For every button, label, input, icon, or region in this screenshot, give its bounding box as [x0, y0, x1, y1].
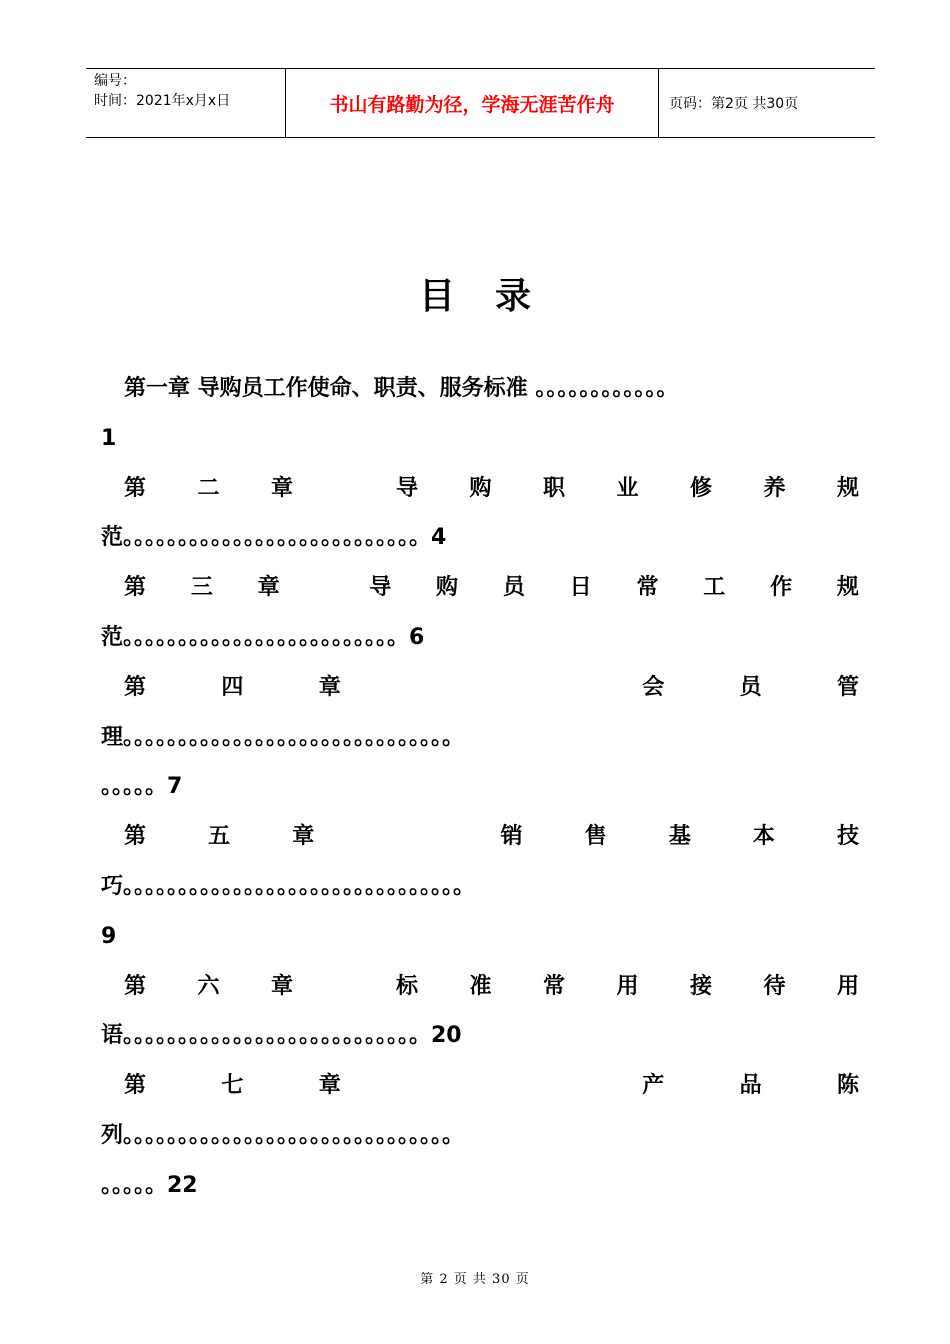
toc-char: 第 [124, 475, 147, 501]
header-motto: 书山有路勤为径，学海无涯苦作舟 [286, 69, 659, 137]
toc-chapter-6[interactable] [101, 962, 875, 1012]
toc-char: 员 [502, 575, 525, 601]
header-page-label: 页码：第2页 共30页 [669, 96, 799, 112]
toc-chapter-6-page: 语。。。。。。。。。。。。。。。。。。。。。。。。。。。20 [101, 1023, 462, 1049]
toc-char: 购 [436, 575, 459, 601]
toc-chapter-5[interactable] [101, 812, 875, 862]
toc-char: 第 [124, 575, 147, 601]
document-time-label: 时间：2021年x月x日 [94, 93, 231, 109]
toc-char: 第 [124, 973, 147, 999]
toc-char: 用 [836, 973, 859, 999]
toc-char: 章 [292, 824, 315, 850]
toc-char: 章 [318, 674, 341, 700]
toc-chapter-7-dots: 列。。。。。。。。。。。。。。。。。。。。。。。。。。。。。。 [101, 1122, 465, 1148]
toc-char: 修 [689, 475, 712, 501]
toc-char: 产 [642, 1073, 665, 1099]
toc-char: 章 [257, 575, 280, 601]
toc-chapter-7-page: 。。。。。22 [101, 1172, 198, 1198]
document-number-label: 编号： [94, 73, 136, 89]
toc-char: 导 [395, 475, 418, 501]
toc-char: 养 [763, 475, 786, 501]
toc-char: 待 [763, 973, 786, 999]
toc-char: 用 [616, 973, 639, 999]
toc-char: 五 [208, 824, 231, 850]
toc-chapter-4[interactable] [101, 663, 875, 713]
toc-char: 职 [542, 475, 565, 501]
toc-char: 准 [469, 973, 492, 999]
toc-chapter-7[interactable] [101, 1061, 875, 1111]
toc-chapter-2[interactable] [101, 464, 875, 514]
page-title: 目录 [418, 276, 571, 317]
toc-char: 销 [500, 824, 523, 850]
toc-char: 接 [689, 973, 712, 999]
toc-char: 七 [221, 1073, 244, 1099]
page-header [86, 68, 875, 138]
toc-chapter-3-page: 范。。。。。。。。。。。。。。。。。。。。。。。。。6 [101, 624, 425, 650]
toc-char: 二 [197, 475, 220, 501]
toc-char: 常 [542, 973, 565, 999]
toc-char: 规 [836, 575, 859, 601]
toc-char: 管 [836, 674, 859, 700]
toc-char: 标 [395, 973, 418, 999]
toc-chapter-4-page: 。。。。。7 [101, 774, 183, 800]
header-meta [86, 69, 286, 137]
toc-char: 技 [836, 824, 859, 850]
toc-chapter-2-page: 范。。。。。。。。。。。。。。。。。。。。。。。。。。。4 [101, 525, 447, 551]
toc-char: 第 [124, 824, 147, 850]
toc-char: 第 [124, 674, 147, 700]
toc-char: 作 [770, 575, 793, 601]
toc-char: 员 [739, 674, 762, 700]
toc-char: 业 [616, 475, 639, 501]
toc-char: 六 [197, 973, 220, 999]
toc-char: 基 [668, 824, 691, 850]
toc-char: 章 [271, 475, 294, 501]
toc-char: 售 [584, 824, 607, 850]
toc-chapter-1-page: 1 [101, 425, 117, 451]
toc-char: 会 [642, 674, 665, 700]
toc-char: 规 [836, 475, 859, 501]
toc-chapter-5-page: 9 [101, 923, 117, 949]
toc-char: 第 [124, 1073, 147, 1099]
toc-chapter-4-dots: 理。。。。。。。。。。。。。。。。。。。。。。。。。。。。。。 [101, 724, 465, 750]
toc-char: 工 [703, 575, 726, 601]
toc-char: 陈 [836, 1073, 859, 1099]
toc-chapter-3[interactable] [101, 563, 875, 613]
toc-chapter-5-dots: 巧。。。。。。。。。。。。。。。。。。。。。。。。。。。。。。。 [101, 873, 476, 899]
toc-char: 品 [739, 1073, 762, 1099]
toc-char: 三 [190, 575, 213, 601]
toc-char: 章 [318, 1073, 341, 1099]
table-of-contents [101, 364, 875, 1211]
page-footer: 第 2 页 共 30 页 [420, 1272, 530, 1287]
toc-char: 常 [636, 575, 659, 601]
toc-char: 章 [271, 973, 294, 999]
toc-char: 四 [221, 674, 244, 700]
toc-char: 日 [569, 575, 592, 601]
toc-char: 购 [469, 475, 492, 501]
toc-chapter-1[interactable]: 第一章 导购员工作使命、职责、服务标准 。。。。。。。。。。。。 [124, 376, 679, 401]
toc-char: 导 [369, 575, 392, 601]
toc-char: 本 [752, 824, 775, 850]
